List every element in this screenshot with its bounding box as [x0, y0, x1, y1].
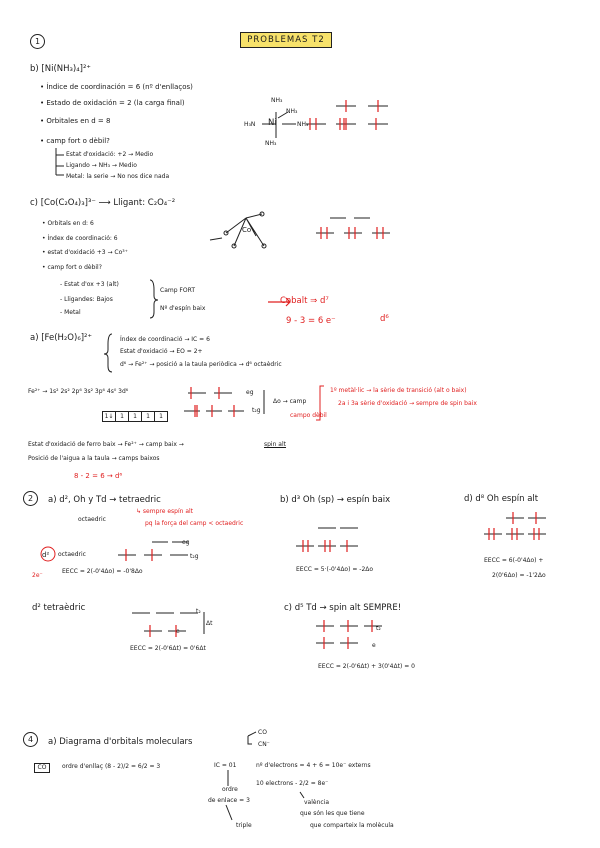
ni-center: Ni: [268, 118, 277, 128]
q2a-heading: a) d², Oh y Td → tetraedric: [48, 495, 161, 505]
q2-tet-t2: t₂: [196, 608, 201, 615]
q1c-red-note1: Cobalt ⇒ d⁷: [280, 296, 329, 306]
q1c-red-note3: d⁶: [380, 314, 389, 324]
q4-note-tiene: que són les que tiene: [300, 810, 365, 817]
q2a-eecc: EECC = 2(-0'4Δo) = -0'8Δo: [62, 568, 143, 575]
q1a-config: Fe²⁺ → 1s² 2s² 2p⁶ 3s² 3p⁶ 4s⁰ 3d⁶: [28, 388, 129, 395]
q2-tet-eecc: EECC = 2(-0'6Δt) = 0'6Δt: [130, 645, 206, 652]
q2a-red-electrons: 2e⁻: [32, 572, 43, 579]
q1c-line3: • estat d'oxidació +3 → Co³⁺: [42, 249, 128, 256]
q1a-conclusion1: Estat d'oxidació de ferro baix → Fe²⁺ → camp baix →: [28, 441, 184, 448]
q1c-line2: • Índex de coordinació: 6: [42, 235, 118, 242]
q1c-heading: c) [Co(C₂O₄)₃]³⁻ ⟶ Lligant: C₂O₄⁻²: [30, 198, 176, 208]
q4-10electrons: 10 electrons - 2/2 = 8e⁻: [256, 780, 329, 787]
q1b-line1: • Índice de coordinación = 6 (nº d'enllaços): [40, 83, 193, 91]
question-2-number: 2: [23, 491, 38, 506]
q4-note-comparteix: que comparteix la molècula: [310, 822, 394, 829]
q1a-conclusion1b: spin alt: [264, 441, 287, 448]
q1c-line1: • Orbitals en d: 6: [42, 220, 94, 227]
q2-tet-heading: d² tetraèdric: [32, 603, 86, 613]
q1b-heading: b) [Ni(NH₃)₄]²⁺: [30, 64, 91, 74]
q2a-oct-label: octaedric: [58, 551, 86, 558]
q1c-brace-line2: Nº d'espín baix: [160, 305, 206, 312]
q1b-line6: Ligando → NH₃ → Medio: [66, 162, 137, 169]
q2a-eg: eg: [182, 539, 190, 546]
q2c-heading: c) d⁵ Td → spin alt SEMPRE!: [284, 603, 402, 613]
q2d-eecc1: EECC = 6(-0'4Δo) +: [484, 557, 544, 564]
q1c-line5: - Estat d'ox +3 (alt): [60, 281, 119, 288]
ni-ligand-right: NH₃: [297, 121, 309, 128]
q4-co-box: CO: [34, 763, 50, 773]
q4-ordre: ordre: [222, 786, 238, 793]
q1a-orbital-box-5: 1: [154, 411, 168, 422]
q1a-red-calc: 8 - 2 = 6 → d⁶: [74, 472, 123, 480]
q1a-orbital-box-3: 1: [128, 411, 142, 422]
q4-ic: IC = 01: [214, 762, 237, 769]
q2-tet-dt: Δt: [206, 620, 213, 627]
q4-triple: triple: [236, 822, 252, 829]
ni-ligand-bottom: NH₃: [265, 140, 277, 147]
ni-ligand-top: NH₃: [271, 97, 283, 104]
q4-cn: CN⁻: [258, 741, 270, 748]
q2d-eecc2: 2(0'6Δo) = -1'2Δo: [492, 572, 546, 579]
q1c-line4: • camp fort o dèbil?: [42, 264, 102, 271]
q2a-red-note2: pq la força del camp < octaedric: [145, 520, 244, 527]
q1c-line6: - Lligandes: Bajos: [60, 296, 113, 303]
q2b-heading: b) d³ Oh (sp) → espín baix: [280, 495, 391, 505]
q2b-eecc: EECC = 5·(-0'4Δo) = -2Δo: [296, 566, 374, 573]
question-4-number: 4: [23, 732, 38, 747]
q2-tet-e: e: [176, 628, 180, 635]
q2a-red-note1: ↳ sempre espín alt: [136, 508, 194, 515]
q1a-small-note: campo dèbil: [290, 412, 327, 419]
q1a-eg-label: eg: [246, 389, 254, 396]
q1a-orbital-box-2: 1: [115, 411, 129, 422]
q1c-red-note2: 9 - 3 = 6 e⁻: [286, 316, 336, 326]
q2c-eecc: EECC = 2(-0'6Δt) + 3(0'4Δt) = 0: [318, 663, 415, 670]
q2d-heading: d) d⁸ Oh espín alt: [464, 494, 539, 504]
q1a-red-note2: 2a i 3a sèrie d'oxidació → sempre de spin baix: [338, 400, 477, 407]
q4-bond-order: ordre d'enllaç (8 - 2)/2 = 6/2 = 3: [62, 763, 161, 770]
q1b-line2: • Estado de oxidación = 2 (la carga final): [40, 99, 185, 107]
q2c-t2: t₂: [376, 625, 381, 632]
q1b-line5: Estat d'oxidació: +2 → Medio: [66, 151, 154, 158]
q1a-heading: a) [Fe(H₂O)₆]²⁺: [30, 333, 92, 343]
q2a-d2-circle: d²: [42, 551, 50, 559]
co-center: Co: [242, 226, 252, 234]
q1c-line7: - Metal: [60, 309, 81, 316]
q4-heading: a) Diagrama d'orbitals moleculars: [48, 737, 193, 747]
q1b-line4: • camp fort o dèbil?: [40, 137, 110, 145]
ni-ligand-top2: NH₃: [286, 108, 298, 115]
q4-de-enlace: de enlace = 3: [208, 797, 250, 804]
q1a-line3: d⁶ → Fe²⁺ → posició a la taula periòdica → d⁶ octaèdric: [120, 361, 282, 368]
q1a-orbital-box-4: 1: [141, 411, 155, 422]
q1a-line1: Índex de coordinació → IC = 6: [120, 336, 210, 343]
page-title: PROBLEMAS T2: [240, 32, 332, 48]
question-1-number: 1: [30, 34, 45, 49]
q2a-octaedric: octaedric: [78, 516, 106, 523]
q1c-brace-line1: Camp FORT: [160, 287, 195, 294]
q1a-delta: Δo → camp: [273, 398, 307, 405]
q1a-t2g-label: t₂g: [252, 407, 261, 414]
q1a-conclusion2: Posició de l'aigua a la taula → camps baixos: [28, 455, 160, 462]
q1a-red-note1: 1º metàl·lic → la sèrie de transició (alt o baix): [330, 387, 467, 394]
q4-electrons: nº d'electrons = 4 + 6 = 10e⁻ externs: [256, 762, 371, 769]
ni-ligand-left: H₃N: [244, 121, 256, 128]
q2c-e: e: [372, 642, 376, 649]
q1b-line7: Metal: la serie → No nos dice nada: [66, 173, 170, 180]
q2a-t2g: t₂g: [190, 553, 199, 560]
q4-co: CO: [258, 729, 267, 736]
q1a-line2: Estat d'oxidació → EO = 2+: [120, 348, 203, 355]
q1a-orbital-box-1: 1↓: [102, 411, 116, 422]
q1b-line3: • Orbitales en d = 8: [40, 117, 111, 125]
q4-note-valencia: valència: [304, 799, 330, 806]
